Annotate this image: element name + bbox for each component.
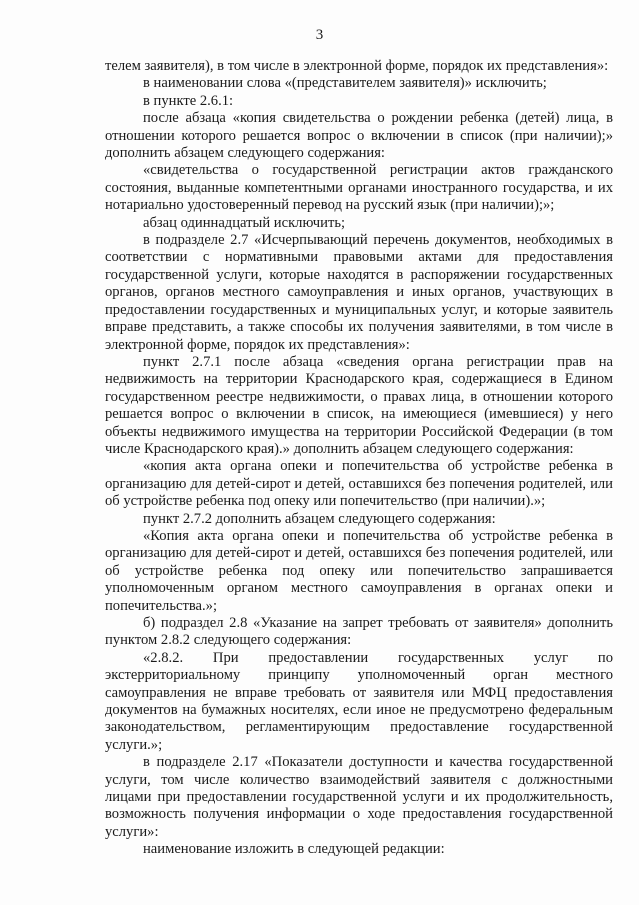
document-body <box>105 58 613 859</box>
paragraph: «2.8.2. При предоставлении государственных услуг по экстерриториальному принципу уполномоченный орган местного самоуправления не вправе требовать от заявителя или МФЦ предоставления документов на бумажных носителях, если иное не предусмотрено федеральным законодательством, регламентирующим предоставление государственной услуги.»; <box>105 649 613 753</box>
paragraph: в подразделе 2.17 «Показатели доступности и качества государственной услуги, том числе количество взаимодействий заявителя с должностными лицами при предоставлении государственной услуги и их продолжительность, возможность получения информации о ходе предоставления государственной услуги»: <box>105 754 613 840</box>
paragraph: «копия акта органа опеки и попечительства об устройстве ребенка в организацию для детей-сирот и детей, оставшихся без попечения родителей, или об устройстве ребенка под опеку или попечительство (при наличии).»; <box>105 458 613 510</box>
paragraph: после абзаца «копия свидетельства о рождении ребенка (детей) лица, в отношении которого решается вопрос о включении в список (при наличии);» дополнить абзацем следующего содержания: <box>105 110 613 162</box>
paragraph: наименование изложить в следующей редакции: <box>143 841 445 858</box>
paragraph: б) подраздел 2.8 «Указание на запрет требовать от заявителя» дополнить пунктом 2.8.2 следующего содержания: <box>105 615 613 649</box>
paragraph: пункт 2.7.1 после абзаца «сведения органа регистрации прав на недвижимость на территории Краснодарского края, содержащиеся в Едином государственном реестре недвижимости, о правах лица, в отношении которого решается вопрос о включении в список, на имеющиеся (имевшиеся) у него объекты недвижимого имущества на территории Российской Федерации (в том числе Краснодарского края).» дополнить абзацем следующего содержания: <box>105 353 613 457</box>
paragraph: в подразделе 2.7 «Исчерпывающий перечень документов, необходимых в соответствии с нормативными правовыми актами для предоставления государственной услуги, которые находятся в распоряжении государственных органов, органов местного самоуправления и иных органов, участвующих в предоставлении государственных и муниципальных услуг, и которые заявитель вправе представить, а также способы их получения заявителями, в том числе в электронной форме, порядок их представления»: <box>105 232 613 353</box>
paragraph: в пункте 2.6.1: <box>143 92 234 109</box>
paragraph: «свидетельства о государственной регистрации актов гражданского состояния, выданные компетентными органами иностранного государства, и их нотариально удостоверенный перевод на русский язык (при наличии);»; <box>105 162 613 214</box>
paragraph: пункт 2.7.2 дополнить абзацем следующего содержания: <box>143 510 496 527</box>
paragraph: абзац одиннадцатый исключить; <box>143 214 346 231</box>
paragraph: в наименовании слова «(представителем заявителя)» исключить; <box>143 75 547 92</box>
paragraph: «Копия акта органа опеки и попечительства об устройстве ребенка в организацию для детей-сирот и детей, оставшихся без попечения родителей, или об устройстве ребенка под опеку или попечительство запрашивается уполномоченным органом местного самоуправления в органах опеки и попечительства.»; <box>105 527 613 614</box>
paragraph: телем заявителя), в том числе в электронной форме, порядок их представления»: <box>105 58 609 74</box>
page-number: 3 <box>315 27 324 43</box>
